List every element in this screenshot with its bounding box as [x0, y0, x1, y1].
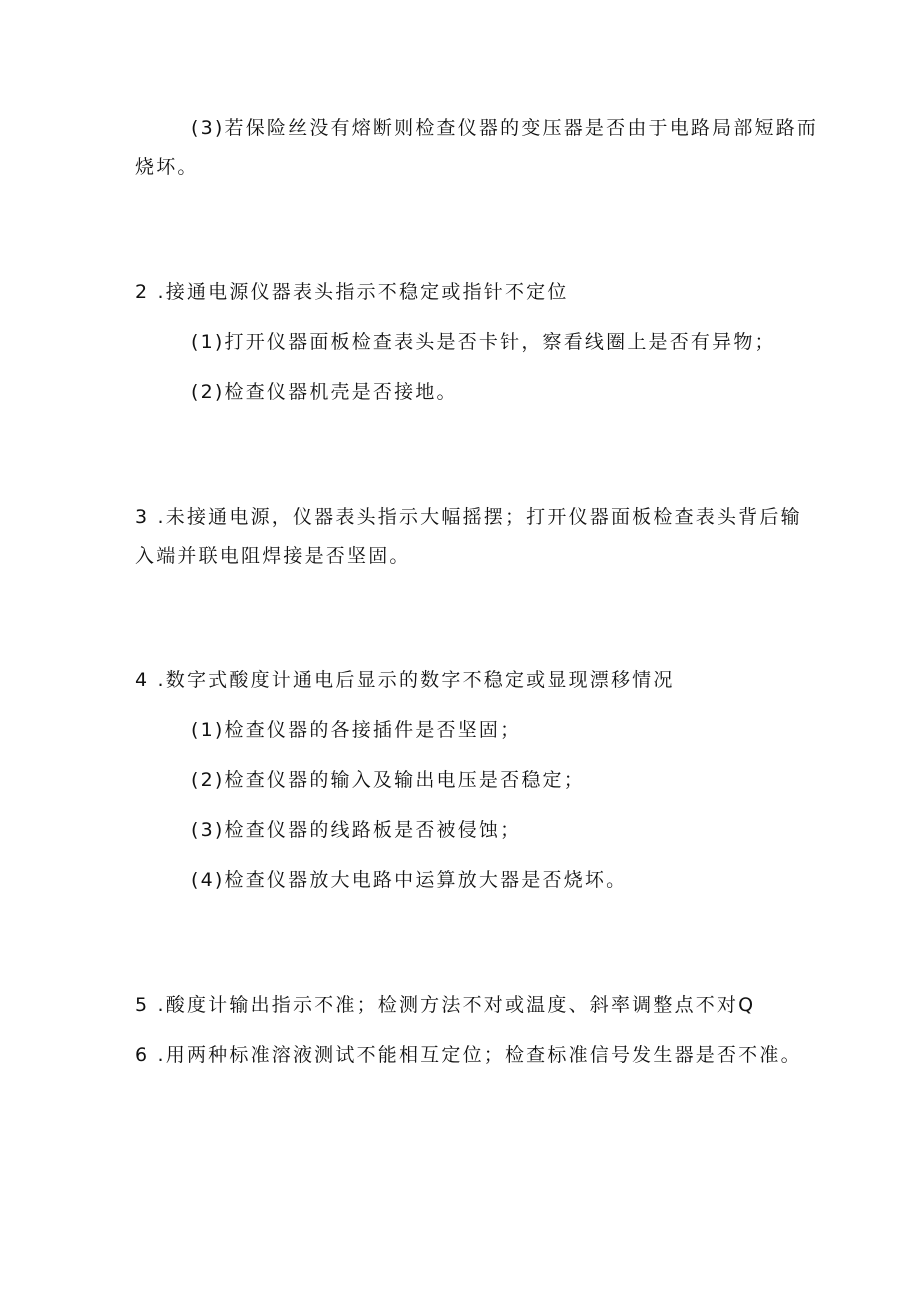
section-4-item-2: (2)检查仪器的输入及输出电压是否稳定；	[191, 769, 585, 791]
section-3-text-line-2: 入端并联电阻焊接是否坚固。	[135, 545, 411, 567]
section-2-item-1: (1)打开仪器面板检查表头是否卡针，察看线圈上是否有异物；	[191, 331, 776, 353]
item-3-fuse-check-line-2: 烧坏。	[135, 156, 199, 178]
section-2-heading: 2 .接通电源仪器表头指示不稳定或指针不定位	[135, 281, 569, 303]
section-5-text: 5 .酸度计输出指示不准；检测方法不对或温度、斜率调整点不对Q	[135, 994, 756, 1016]
section-4-item-3: (3)检查仪器的线路板是否被侵蚀；	[191, 819, 522, 841]
section-4-item-1: (1)检查仪器的各接插件是否坚固；	[191, 719, 522, 741]
section-6-text: 6 .用两种标准溶液测试不能相互定位；检查标准信号发生器是否不准。	[135, 1044, 802, 1066]
section-4-heading: 4 .数字式酸度计通电后显示的数字不稳定或显现漂移情况	[135, 669, 675, 691]
section-2-item-2: (2)检查仪器机壳是否接地。	[191, 381, 458, 403]
section-4-item-4: (4)检查仪器放大电路中运算放大器是否烧坏。	[191, 869, 628, 891]
item-3-fuse-check-line-1: (3)若保险丝没有熔断则检查仪器的变压器是否由于电路局部短路而	[191, 117, 819, 139]
section-3-text-line-1: 3 .未接通电源，仪器表头指示大幅摇摆；打开仪器面板检查表头背后输	[135, 506, 802, 528]
